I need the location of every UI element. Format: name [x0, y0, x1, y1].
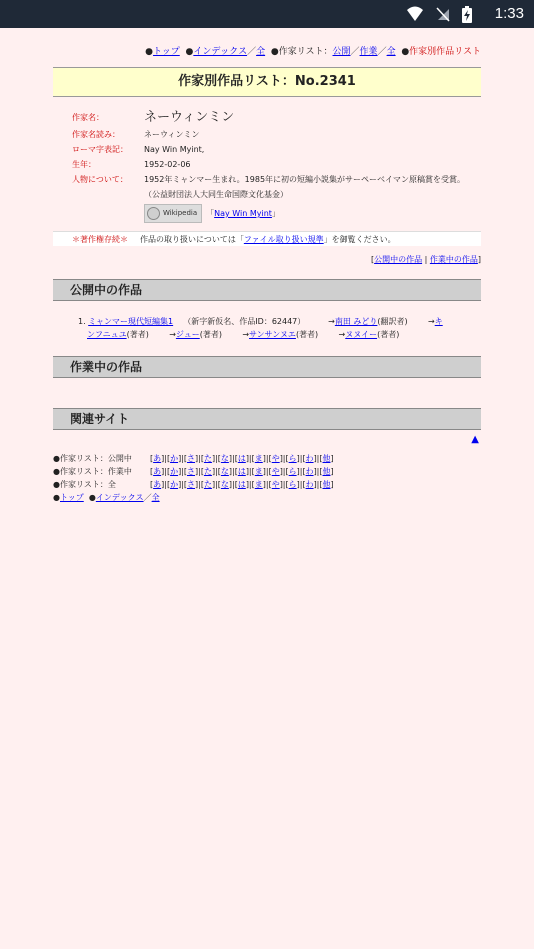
- kana-link[interactable]: か: [170, 467, 179, 476]
- person-link[interactable]: ジュー: [175, 330, 200, 339]
- person-link[interactable]: キ: [434, 317, 443, 326]
- kana-link[interactable]: や: [271, 480, 280, 489]
- wikipedia-badge-label: Wikipedia: [163, 209, 198, 217]
- nav-working-link[interactable]: 作業: [359, 47, 378, 57]
- kana-link[interactable]: や: [271, 467, 280, 476]
- author-name-label: 作家名：: [72, 113, 104, 122]
- wikipedia-badge: [144, 204, 202, 223]
- footer-top-link[interactable]: トップ: [59, 493, 84, 502]
- author-reading-label: 作家名読み：: [72, 130, 120, 139]
- kana-row-all: [あ]|[か]|[さ]|[た]|[な]|[は]|[ま]|[や]|[ら]|[わ]|[他]: [150, 480, 334, 489]
- author-romaji: Nay Win Myint,: [144, 145, 205, 154]
- status-bar: [0, 0, 534, 28]
- footer-public-label: ●作家リスト：公開中: [53, 454, 132, 463]
- kana-link[interactable]: わ: [305, 480, 314, 489]
- jump-public-link[interactable]: 公開中の作品: [374, 255, 423, 264]
- person-link[interactable]: 南田 みどり: [334, 317, 378, 326]
- status-icons: [406, 6, 472, 23]
- nav-list-label: 作家リスト：: [278, 47, 333, 57]
- copyright-notice: [53, 231, 481, 246]
- kana-link[interactable]: な: [220, 454, 229, 463]
- jump-working-link[interactable]: 作業中の作品: [429, 255, 478, 264]
- kana-link[interactable]: ま: [254, 454, 263, 463]
- kana-link[interactable]: 他: [322, 454, 331, 463]
- footer-index-all-link[interactable]: 全: [151, 493, 160, 502]
- copyright-label: ＊著作権存続＊: [72, 235, 128, 244]
- back-to-top-arrow[interactable]: ▲: [471, 434, 479, 445]
- kana-link[interactable]: あ: [153, 480, 162, 489]
- author-info: 作家名： ネーウィンミン 作家名読み： ネーウィンミン ローマ字表記： Nay Win Myint, 生年： 1952-02-06 人物について： 1952年ミャンマー生まれ。1985年に初の短編小説集がサーペーベイマン原稿賞を受賞。（公益財団法人大同生命国際文化基金） Wikipedia 「Nay Win Myint」: [53, 109, 481, 223]
- kana-row-working: [あ]|[か]|[さ]|[た]|[な]|[は]|[ま]|[や]|[ら]|[わ]|[他]: [150, 467, 334, 476]
- work-meta: （新字新仮名、作品ID：62447）: [183, 317, 306, 326]
- nav-current-page: 作家別作品リスト: [409, 47, 481, 57]
- status-time: 1:33: [494, 5, 524, 22]
- kana-link[interactable]: さ: [187, 454, 195, 463]
- nav-public-link[interactable]: 公開: [332, 47, 351, 57]
- kana-link[interactable]: た: [203, 467, 212, 476]
- page-title: 作家別作品リスト：No.2341: [53, 67, 481, 97]
- top-nav: ●トップ ●インデックス／全 ●作家リスト：公開／作業／全 ●作家別作品リスト: [145, 47, 481, 57]
- author-name: ネーウィンミン: [144, 110, 235, 125]
- kana-link[interactable]: あ: [153, 467, 162, 476]
- kana-link[interactable]: わ: [305, 454, 314, 463]
- person-link[interactable]: ンフニュユ: [87, 330, 127, 339]
- section-jump-links: [公開中の作品 | 作業中の作品]: [370, 255, 481, 264]
- copyright-text-before: 作品の取り扱いについては「: [140, 235, 244, 244]
- list-item: 1. ミャンマー現代短編集1 （新字新仮名、作品ID：62447） →南田 みどり(翻訳者) →キ ンフニュユ(著者) →ジュー(著者) →サンサンヌエ(著者) →ヌヌイー(著者): [78, 317, 443, 339]
- wifi-icon: [406, 6, 424, 22]
- kana-link[interactable]: ま: [254, 467, 263, 476]
- battery-charging-icon: [462, 6, 472, 23]
- footer-nav: ●作家リスト：公開中 [あ]|[か]|[さ]|[た]|[な]|[は]|[ま]|[や]|[ら]|[わ]|[他] ●作家リスト：作業中 [あ]|[か]|[さ]|[た]|[な]|[は]|[ま]|[や]|[ら]|[わ]|[他] ●作家リスト：全 [あ]|[か]|[さ]|[た]|[な]|[は]|[ま]|[や]|[ら]|[わ]|[他] ● トップ ● インデックス ／ 全: [53, 454, 334, 502]
- author-about-label: 人物について：: [72, 175, 128, 184]
- kana-link[interactable]: わ: [305, 467, 314, 476]
- author-born-label: 生年：: [72, 160, 96, 169]
- person-link[interactable]: サンサンヌエ: [249, 330, 296, 339]
- kana-link[interactable]: ら: [288, 480, 297, 489]
- nav-index-all-link[interactable]: 全: [256, 47, 266, 57]
- footer-working-label: ●作家リスト：作業中: [53, 467, 132, 476]
- nav-all-link[interactable]: 全: [386, 47, 396, 57]
- nav-index-link[interactable]: インデックス: [193, 47, 248, 57]
- kana-link[interactable]: は: [237, 467, 246, 476]
- work-title-link[interactable]: ミャンマー現代短編集1: [88, 317, 174, 326]
- footer-all-label: ●作家リスト：全: [53, 480, 116, 489]
- kana-link[interactable]: ら: [288, 467, 297, 476]
- kana-link[interactable]: さ: [187, 467, 195, 476]
- file-handling-rules-link[interactable]: ファイル取り扱い規準: [243, 235, 324, 244]
- person-link[interactable]: ヌヌイー: [345, 330, 378, 339]
- kana-link[interactable]: 他: [322, 467, 331, 476]
- footer-index-link[interactable]: インデックス: [95, 493, 144, 502]
- kana-link[interactable]: や: [271, 454, 280, 463]
- kana-link[interactable]: 他: [322, 480, 331, 489]
- author-about: 1952年ミャンマー生まれ。1985年に初の短編小説集がサーペーベイマン原稿賞を受賞。（公益財団法人大同生命国際文化基金）: [144, 175, 466, 199]
- section-related-heading: 関連サイト: [53, 408, 481, 430]
- kana-link[interactable]: な: [220, 467, 229, 476]
- author-reading: ネーウィンミン: [144, 130, 200, 139]
- kana-link[interactable]: は: [237, 454, 246, 463]
- public-works-list: [53, 301, 481, 356]
- section-working-heading: 作業中の作品: [53, 356, 481, 378]
- wikipedia-globe-icon: [147, 207, 160, 220]
- kana-link[interactable]: ら: [288, 454, 297, 463]
- kana-link[interactable]: ま: [254, 480, 263, 489]
- page-content: [53, 28, 481, 504]
- author-born: 1952-02-06: [144, 160, 191, 169]
- kana-link[interactable]: さ: [187, 480, 195, 489]
- kana-link[interactable]: か: [170, 480, 179, 489]
- kana-row-public: [あ]|[か]|[さ]|[た]|[な]|[は]|[ま]|[や]|[ら]|[わ]|[他]: [150, 454, 334, 463]
- kana-link[interactable]: か: [170, 454, 179, 463]
- section-public-heading: 公開中の作品: [53, 279, 481, 301]
- nav-top-link[interactable]: トップ: [153, 47, 180, 57]
- kana-link[interactable]: た: [203, 480, 212, 489]
- wikipedia-link[interactable]: Nay Win Myint: [214, 209, 272, 218]
- kana-link[interactable]: な: [220, 480, 229, 489]
- kana-link[interactable]: は: [237, 480, 246, 489]
- no-signal-icon: [436, 6, 450, 22]
- copyright-text-after: 」を御覧ください。: [323, 235, 396, 244]
- author-romaji-label: ローマ字表記：: [72, 145, 128, 154]
- kana-link[interactable]: あ: [153, 454, 162, 463]
- kana-link[interactable]: た: [203, 454, 212, 463]
